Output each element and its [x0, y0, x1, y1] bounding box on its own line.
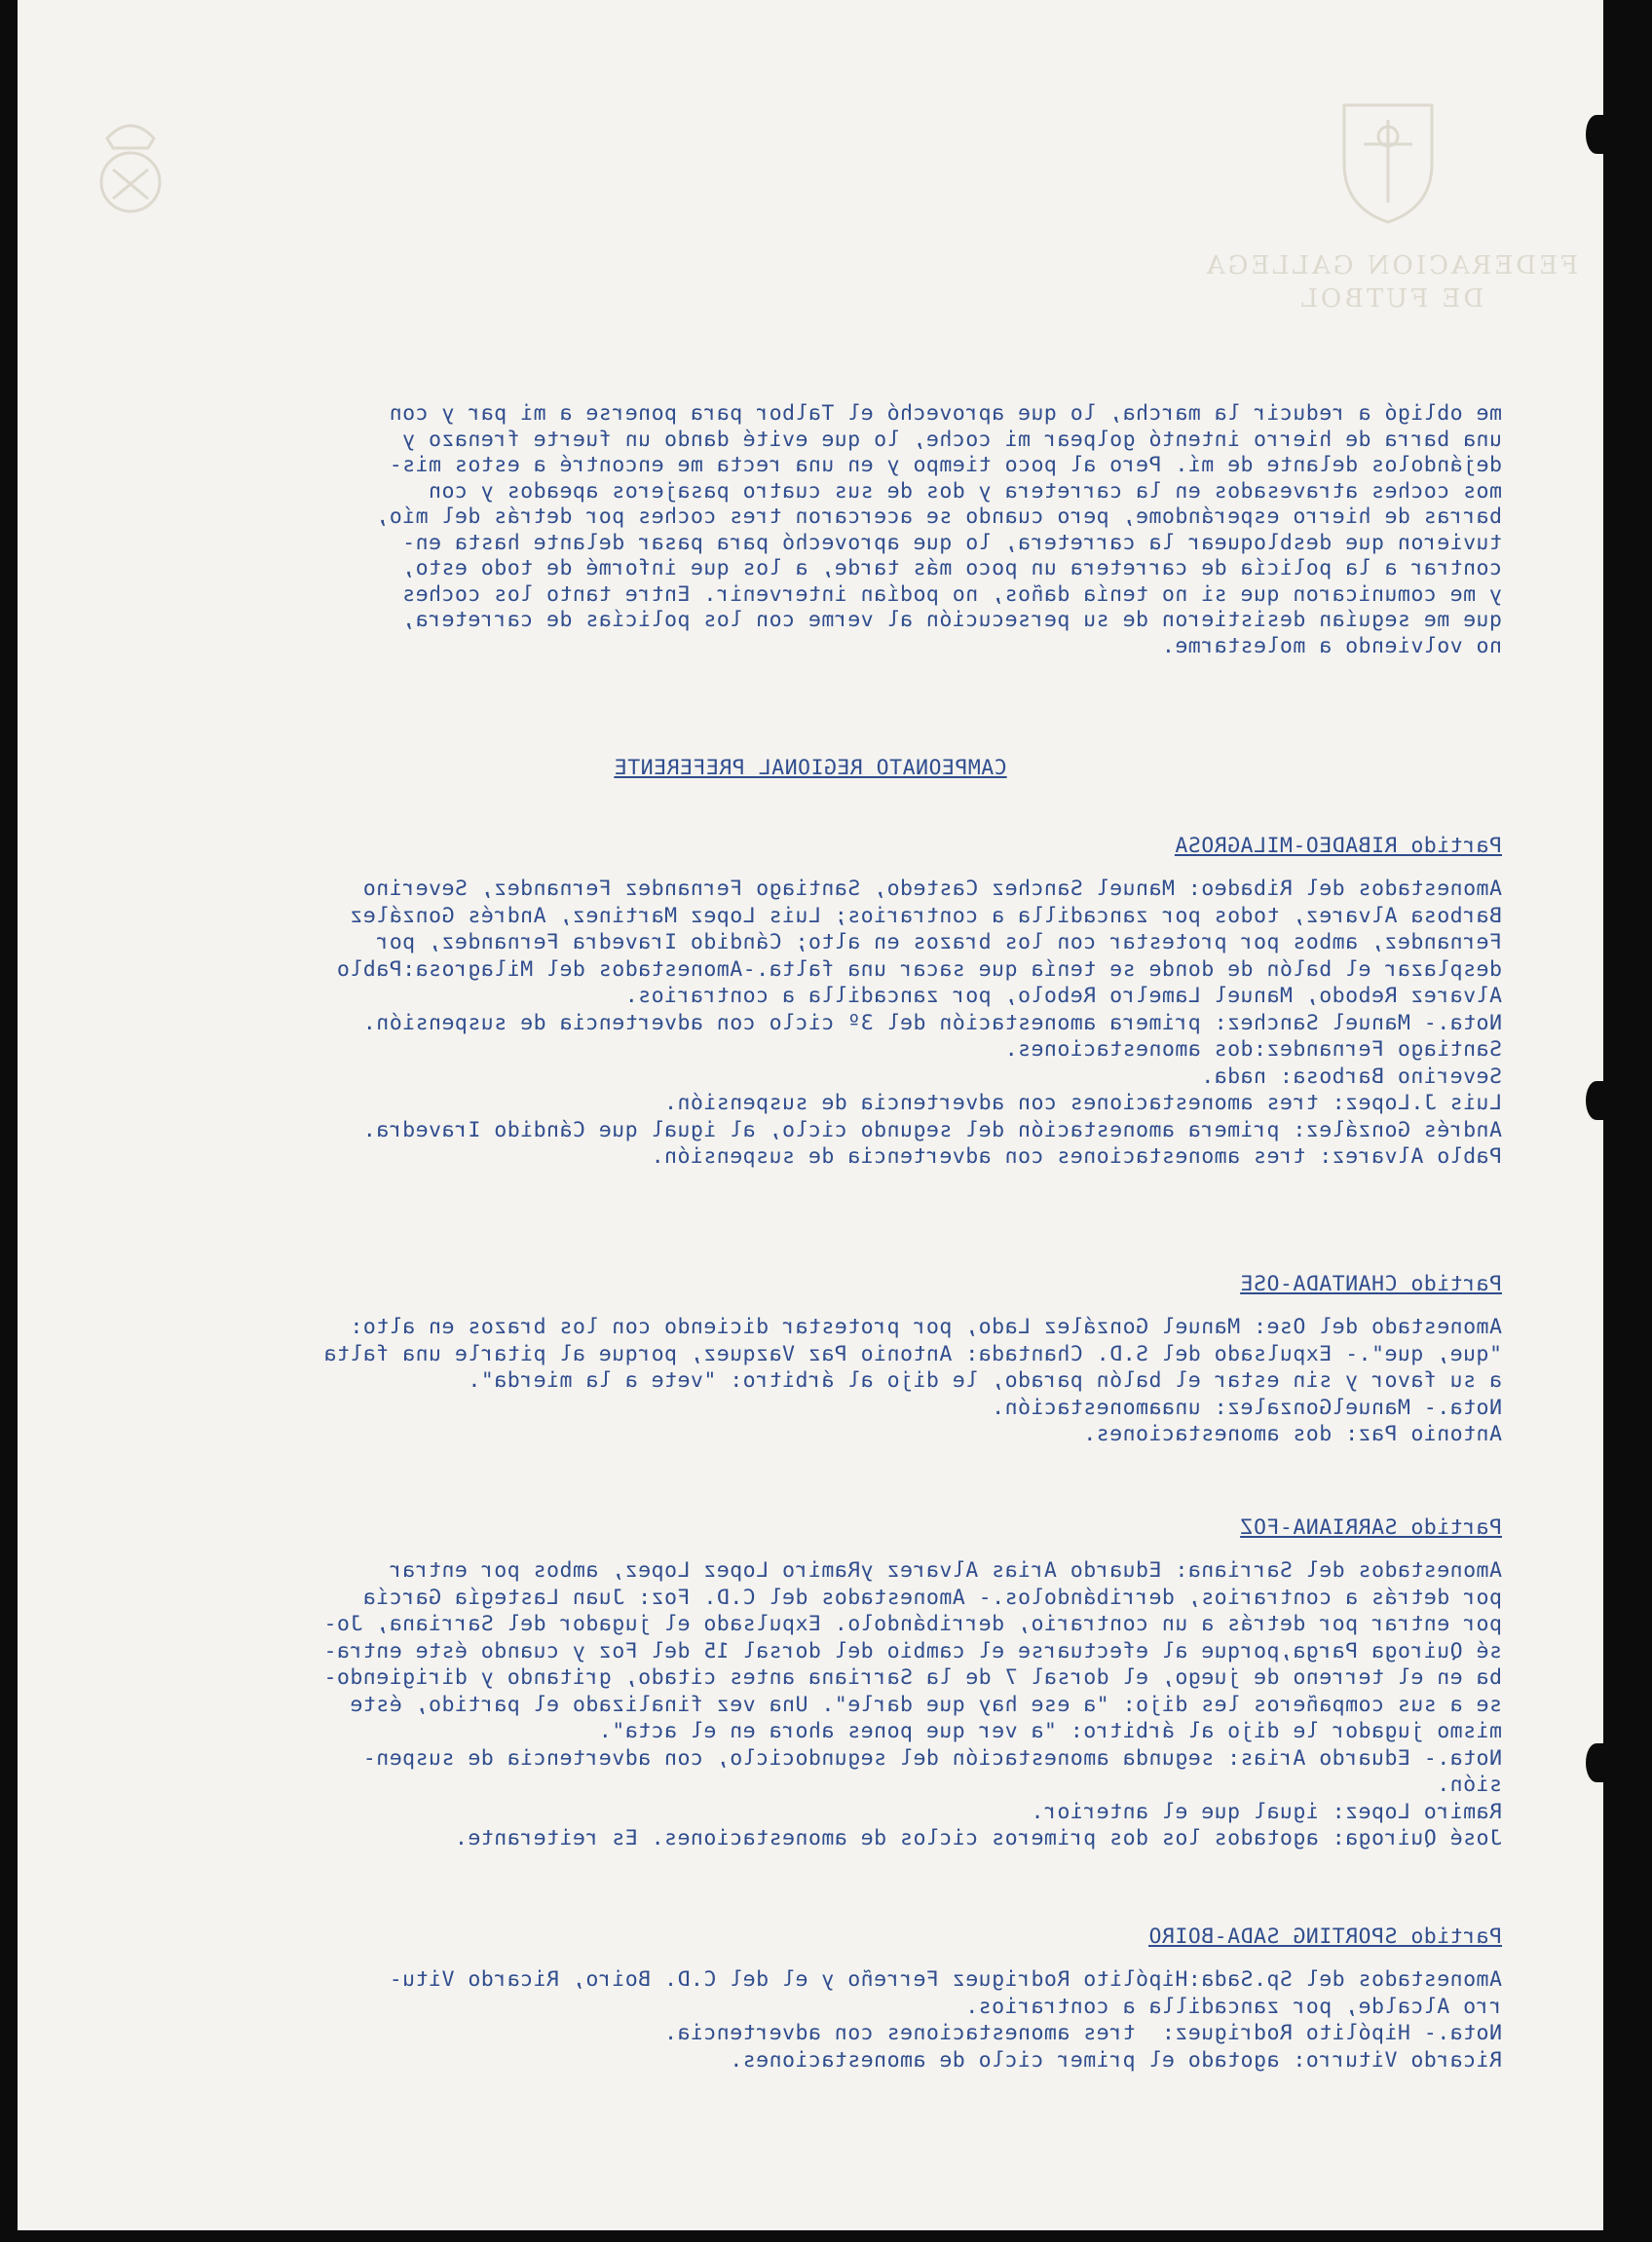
match-text-line: Alvarez Rebodo, Manuel Lamelro Rebolo, por zancadilla a contrarios.: [624, 984, 1502, 1008]
match-text-line: Santiago Fernandez:dos amonestaciones.: [1004, 1037, 1502, 1062]
match-text-line: sión.: [1436, 1773, 1502, 1797]
match-text-line: Nota.- Eduardo Arias: segunda amonestación del segundociclo, con advertencia de suspen-: [362, 1745, 1502, 1771]
section-heading: CAMPEONATO REGIONAL PREFERENTE: [614, 756, 1007, 780]
match-text-line: Ramiro Lopez: igual que el anterior.: [1031, 1799, 1502, 1824]
match-text-line: Barbosa Alvarez, todos por zancadilla a contrarios; Luis Lopez Martinez, Andrés González: [349, 903, 1502, 928]
body-text-line: tuvieron que desbloquear la carretera, lo que aprovechó para pasar delante hasta en-: [401, 530, 1502, 555]
mirrored-typed-text: [18, 0, 1603, 2230]
body-text-line: y me comunicaron que si no tenía daños, no podían intervenir. Entre tanto los coches: [401, 581, 1502, 607]
match-title: Partido CHANTADA-OSE: [1240, 1272, 1502, 1296]
match-text-line: Pablo Alvarez: tres amonestaciones con advertencia de suspensión.: [651, 1144, 1502, 1169]
match-title: Partido SPORTING SADA-BOIRO: [1148, 1924, 1502, 1949]
match-text-line: José Quiroga: agotados los dos primeros ciclos de amonestaciones. Es reiterante.: [454, 1826, 1502, 1850]
match-text-line: por detrás a contrarios, derribándolos.- Amonestados del C.D. Foz: Juan Lastegía García: [362, 1585, 1502, 1610]
match-text-line: Luis J.Lopez: tres amonestaciones con advertencia de suspensión.: [663, 1091, 1502, 1115]
body-text-line: barras de hierro esperándome, pero cuando se acercaron tres coches por detrás del mío,: [375, 504, 1502, 529]
match-text-line: Amonestados del Sarriana: Eduardo Arias Alvarez yRamiro Lopez Lopez, ambos por entrar: [389, 1558, 1502, 1583]
match-title: Partido RIBADEO-MILAGROSA: [1174, 834, 1502, 858]
match-text-line: Antonio Paz: dos amonestaciones.: [1082, 1422, 1502, 1446]
match-text-line: se a sus compañeros les dijo: "a ese hay que darle". Una vez finalizado el partido, éste: [349, 1692, 1502, 1717]
match-text-line: rro Alcalde, por zancadilla a contrarios.: [964, 1994, 1502, 2019]
document-page: [18, 0, 1603, 2230]
match-text-line: ba en el terreno de juego, el dorsal 7 de la Sarriana antes citado, gritando y dirigiendo-: [323, 1665, 1502, 1690]
match-text-line: mismo jugador le dijo al árbitro: "a ver que pones ahora en el acta".: [598, 1719, 1502, 1743]
match-text-line: por entrar por detrás a un contrario, derribándolo. Expulsado el jugador del Sarriana, Jo-: [323, 1612, 1502, 1636]
match-text-line: Severino Barbosa: nada.: [1200, 1064, 1502, 1089]
body-text-line: contrar a la policía de carretera un poco más tarde, a los que informé de todo esto,: [401, 556, 1502, 580]
body-text-line: no volviendo a molestarme.: [1161, 633, 1502, 658]
letterhead-line-1: FEDERACION GALLEGA: [1203, 251, 1579, 280]
match-title: Partido SARRIANA-FOZ: [1240, 1515, 1502, 1540]
match-text-line: Nota.- Hipólito Rodriguez: tres amonestaciones con advertencia.: [663, 2021, 1502, 2045]
match-text-line: Fernandez, ambos por protestar con los brazos en alto; Cándido Iravedra Fernandez, por: [375, 930, 1502, 954]
match-text-line: Amonestado del Ose: Manuel González Lado, por protestar diciendo con los brazos en alto:: [349, 1315, 1502, 1339]
match-text-line: desplazar el balón de donde se tenía que sacar una falta.-Amonestados del Milagrosa:Pablo: [336, 956, 1502, 982]
letterhead-line-2: DE FUTBOL: [1297, 284, 1484, 314]
match-text-line: sé Quiroga Parga,porque al efectuarse el cambio del dorsal 15 del Foz y cuando éste entra-: [323, 1638, 1502, 1663]
match-text-line: "que, que".- Expulsado del S.D. Chantada: Antonio Paz Vazquez, porque al pitarle una falta: [323, 1341, 1502, 1366]
match-text-line: Amonestados del Ribadeo: Manuel Sanchez Castedo, Santiago Fernandez Fernandez, Severino: [362, 877, 1502, 901]
match-text-line: Amonestados del Sp.Sada:Hipólito Rodriguez Ferreño y el del C.D. Boiro, Ricardo Vitu-: [389, 1967, 1502, 1992]
body-text-line: dejándolos delante de mí. Pero al poco tiempo y en una recta me encontré a estos mis-: [389, 453, 1502, 477]
match-text-line: Nota.- Manuel Sanchez: primera amonestación del 3º ciclo con advertencia de suspensión.: [362, 1010, 1502, 1035]
match-text-line: a su favor y sin estar el balón parado, le dijo al árbitro: "vete a la mierda".: [467, 1368, 1502, 1393]
body-text-line: que me seguían desistieron de su persecución al verme con los policías de carretera,: [401, 608, 1502, 632]
match-text-line: Ricardo Viturro: agotado el primer ciclo de amonestaciones.: [729, 2047, 1502, 2073]
body-text-line: una barra de hierro intentó golpear mi coche, lo que evité dando un fuerte frenazo y: [401, 427, 1502, 452]
match-text-line: Nota.- ManuelGonzalez: unaamonestación.: [991, 1395, 1502, 1420]
match-text-line: Andrés González: primera amonestación del segundo ciclo, al igual que Cándido Iravedra.: [362, 1117, 1502, 1142]
body-text-line: me obligó a reducir la marcha, lo que aprovechó el Talbor para ponerse a mi par y con: [389, 401, 1502, 426]
body-text-line: mos coches atravesados en la carretera y dos de sus cuatro pasajeros apeados y con: [428, 478, 1502, 504]
